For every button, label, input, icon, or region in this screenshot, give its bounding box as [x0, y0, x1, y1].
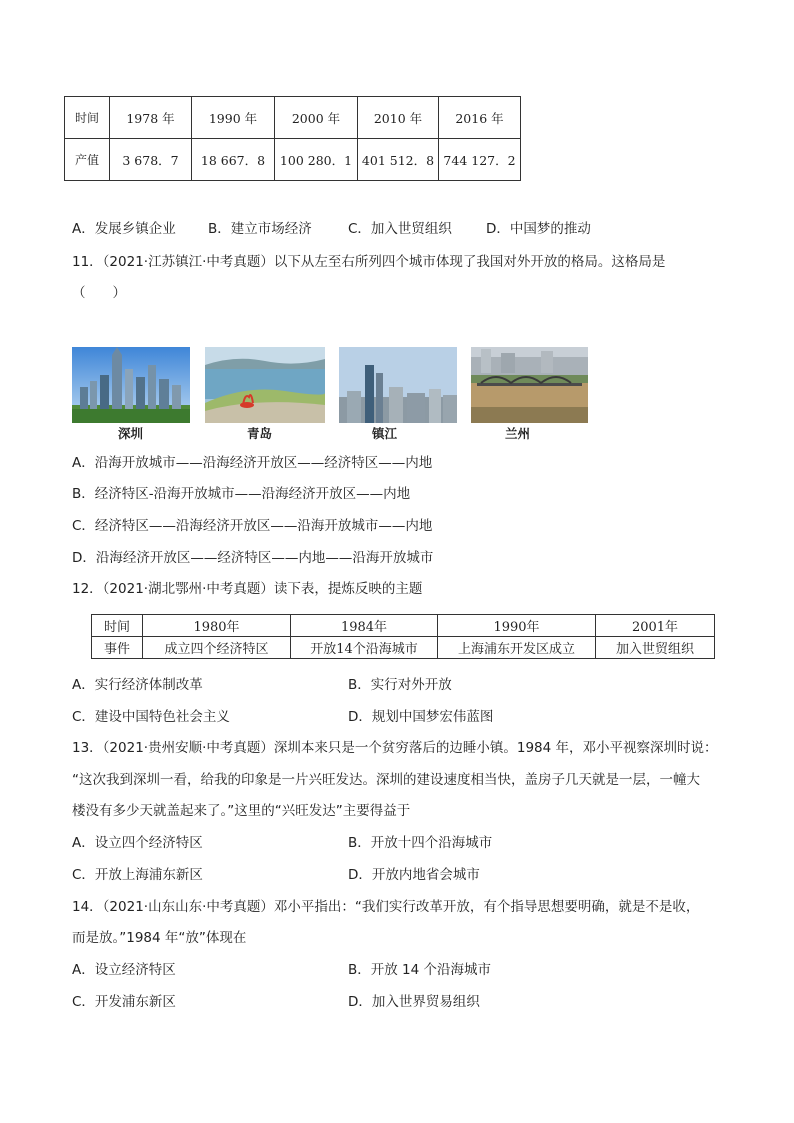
year-cell: 2016 年: [439, 97, 521, 139]
q10-option-d: D．中国梦的推动: [486, 221, 591, 237]
table-header-cell: 1980年: [143, 615, 291, 637]
q14-option-b: B．开放 14 个沿海城市: [348, 962, 492, 978]
q13-option-c: C．开放上海浦东新区: [72, 867, 203, 883]
table-cell: 加入世贸组织: [596, 637, 715, 659]
q12-option-b: B．实行对外开放: [348, 677, 452, 693]
production-value-table: [64, 96, 521, 181]
year-cell: 1990 年: [192, 97, 275, 139]
value-cell: 100 280．1: [275, 139, 358, 181]
lanzhou-photo: [471, 347, 588, 423]
zhenjiang-photo: [339, 347, 457, 423]
value-cell: 744 127．2: [439, 139, 521, 181]
table-header-cell: 1984年: [291, 615, 438, 637]
q12-option-a: A．实行经济体制改革: [72, 677, 203, 693]
table-cell: 开放14个沿海城市: [291, 637, 438, 659]
row-header-time: 时间: [65, 97, 110, 139]
table-header-cell: 时间: [92, 615, 143, 637]
q14-stem-line1: 14．（2021·山东山东·中考真题）邓小平指出：“我们实行改革开放，有个指导思想要明确，就是不是收，: [72, 899, 700, 915]
year-cell: 1978 年: [110, 97, 192, 139]
q11-option-b: B．经济特区-沿海开放城市——沿海经济开放区——内地: [72, 486, 411, 502]
q13-stem-line2: “这次我到深圳一看，给我的印象是一片兴旺发达。深圳的建设速度相当快，盖房子几天就是一层，一幢大: [72, 772, 700, 788]
table-row: [65, 97, 521, 139]
year-cell: 2000 年: [275, 97, 358, 139]
q13-stem-line1: 13．（2021·贵州安顺·中考真题）深圳本来只是一个贫穷落后的边睡小镇。1984 年，邓小平视察深圳时说：: [72, 740, 718, 756]
q10-option-b: B．建立市场经济: [208, 221, 312, 237]
q14-option-a: A．设立经济特区: [72, 962, 176, 978]
table-cell: 事件: [92, 637, 143, 659]
q11-option-d: D．沿海经济开放区——经济特区——内地——沿海开放城市: [72, 550, 434, 566]
q14-option-d: D．加入世界贸易组织: [348, 994, 480, 1010]
q12-option-d: D．规划中国梦宏伟蓝图: [348, 709, 494, 725]
table-row: [65, 139, 521, 181]
q13-option-d: D．开放内地省会城市: [348, 867, 480, 883]
value-cell: 401 512．8: [358, 139, 439, 181]
q13-option-b: B．开放十四个沿海城市: [348, 835, 493, 851]
q11-option-c: C．经济特区——沿海经济开放区——沿海开放城市——内地: [72, 518, 433, 534]
q12-option-c: C．建设中国特色社会主义: [72, 709, 230, 725]
q10-option-c: C．加入世贸组织: [348, 221, 452, 237]
table-header-cell: 2001年: [596, 615, 715, 637]
table-row: [92, 615, 715, 637]
caption-lanzhou: 兰州: [505, 426, 531, 441]
q11-blank: （ ）: [72, 285, 126, 301]
caption-shenzhen: 深圳: [118, 426, 144, 441]
value-cell: 18 667．8: [192, 139, 275, 181]
q13-option-a: A．设立四个经济特区: [72, 835, 203, 851]
value-cell: 3 678．7: [110, 139, 192, 181]
qingdao-photo: [205, 347, 325, 423]
events-table: [91, 614, 715, 659]
q14-stem-line2: 而是放。”1984 年“放”体现在: [72, 930, 247, 946]
caption-qingdao: 青岛: [247, 426, 273, 441]
q13-stem-line3: 楼没有多少天就盖起来了。”这里的“兴旺发达”主要得益于: [72, 803, 411, 819]
table-cell: 成立四个经济特区: [143, 637, 291, 659]
q11-option-a: A．沿海开放城市——沿海经济开放区——经济特区——内地: [72, 455, 433, 471]
q11-stem: 11．（2021·江苏镇江·中考真题）以下从左至右所列四个城市体现了我国对外开放的格局。这格局是: [72, 254, 666, 270]
caption-zhenjiang: 镇江: [372, 426, 398, 441]
q14-option-c: C．开发浦东新区: [72, 994, 176, 1010]
table-row: [92, 637, 715, 659]
table-cell: 上海浦东开发区成立: [438, 637, 596, 659]
table-header-cell: 1990年: [438, 615, 596, 637]
q12-stem: 12．（2021·湖北鄂州·中考真题）读下表，提炼反映的主题: [72, 581, 423, 597]
q10-option-a: A．发展乡镇企业: [72, 221, 176, 237]
year-cell: 2010 年: [358, 97, 439, 139]
shenzhen-photo: [72, 347, 190, 423]
row-header-value: 产值: [65, 139, 110, 181]
